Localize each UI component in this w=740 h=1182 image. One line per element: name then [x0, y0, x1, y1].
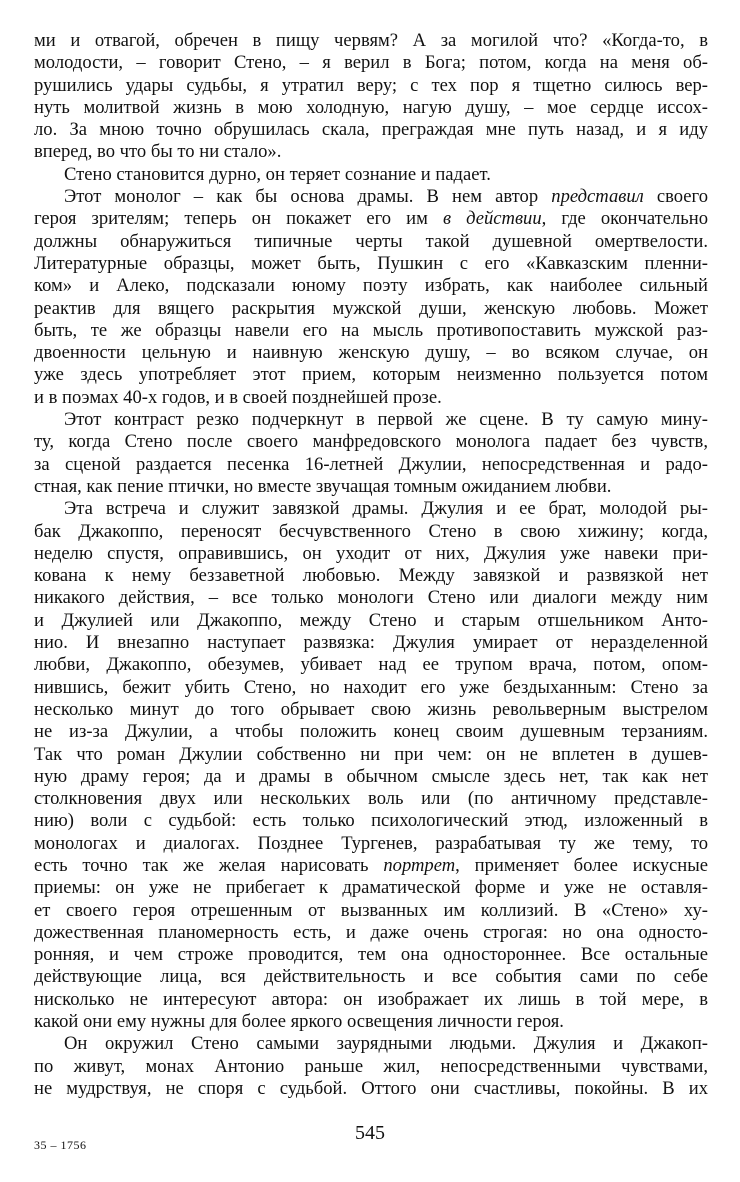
text-line: вперед, во что бы то ни стало». — [34, 141, 282, 163]
text-line: ет своего героя отрешенным от вызванных им коллизий. В «Стено» ху- — [34, 899, 708, 921]
text-line: несколько минут до того обрывает свою жизнь револьверным выстрелом — [34, 698, 708, 720]
text-line: дожественная планомерность есть, и даже очень строгая: но она односто- — [34, 921, 708, 943]
text-line: приемы: он уже не прибегает к драматической форме и уже не оставля- — [34, 877, 708, 899]
text-line: не мудрствуя, не споря с судьбой. Оттого они счастливы, покойны. В их — [34, 1077, 708, 1099]
text-line: Этот монолог – как бы основа драмы. В нем автор представил своего — [64, 186, 708, 208]
text-line: Стено становится дурно, он теряет сознание и падает. — [64, 163, 491, 185]
text-line: неделю спустя, оправившись, он уходит от них, Джулия уже навеки при- — [34, 542, 708, 564]
text-line: любви, Джакоппо, обезумев, убивает над ее трупом врача, потом, опом- — [34, 654, 708, 676]
text-line: двоенности цельную и наивную женскую душу, – во всяком случае, он — [34, 342, 708, 364]
text-line: ную драму героя; да и драмы в обычном смысле здесь нет, так как нет — [34, 765, 708, 787]
text-line: за сценой раздается песенка 16-летней Джулии, непосредственная и радо- — [34, 453, 708, 475]
text-line: монологах и диалогах. Позднее Тургенев, разрабатывая ту же тему, то — [34, 832, 708, 854]
text-line: и Джулией или Джакоппо, между Стено и старым отшельником Анто- — [34, 609, 708, 631]
text-line: героя зрителям; теперь он покажет его им в действии, где окончательно — [34, 208, 709, 230]
text-line: есть точно так же желая нарисовать портрет, применяет более искусные — [34, 854, 708, 876]
paragraph — [34, 164, 708, 186]
text-line: и в поэмах 40-х годов, и в своей позднейшей прозе. — [34, 386, 442, 408]
text-line: реактив для вящего раскрытия мужской души, женскую любовь. Может — [34, 297, 708, 319]
printer-signature: 35 – 1756 — [34, 1138, 87, 1152]
text-line: никакого действия, – все только монологи Стено или диалоги между ним — [34, 587, 708, 609]
paragraph — [34, 498, 708, 1033]
text-line: ми и отвагой, обречен в пищу червям? А за могилой что? «Когда-то, в — [34, 30, 708, 51]
text-line: Этот контраст резко подчеркнут в первой же сцене. В ту самую мину- — [64, 409, 708, 431]
text-line: ком» и Алеко, подсказали юному поэту избрать, как наиболее сильный — [34, 275, 708, 297]
text-line: стная, как пение птички, но вместе звучащая томным ожиданием любви. — [34, 475, 612, 497]
text-line: нуть молитвой жизнь в мою холодную, нагую душу, – мое сердце иссох- — [34, 96, 708, 118]
text-line: быть, те же образцы навели его на мысль противопоставить мужской раз- — [34, 319, 708, 341]
page-text — [34, 30, 708, 1100]
paragraph — [34, 1033, 708, 1100]
text-line: ло. За мною точно обрушилась скала, преграждая мне путь назад, и я иду — [34, 119, 708, 141]
text-line: уже здесь употребляет этот прием, которым неизменно пользуется потом — [34, 364, 708, 386]
text-line: нию) воли с судьбой: есть только психологический этюд, изложенный в — [34, 810, 708, 832]
text-line: бак Джакоппо, переносят бесчувственного Стено в свою хижину; когда, — [34, 520, 708, 542]
text-line: Литературные образцы, может быть, Пушкин с его «Кавказским пленни- — [34, 252, 708, 274]
text-line: какой они ему нужны для более яркого освещения личности героя. — [34, 1011, 564, 1033]
text-line: должны обнаружиться типичные черты такой душевной омертвелости. — [34, 230, 708, 252]
text-line: Он окружил Стено самыми заурядными людьми. Джулия и Джакоп- — [64, 1033, 708, 1055]
text-line: кована к нему беззаветной любовью. Между завязкой и развязкой нет — [34, 565, 708, 587]
page-footer — [0, 1118, 740, 1158]
page-number: 545 — [355, 1122, 385, 1144]
text-line: рушились удары судьбы, я утратил веру; с тех пор я тщетно силюсь вер- — [34, 74, 708, 96]
text-line: столкновения двух или нескольких воль или (по античному представле- — [34, 788, 708, 810]
paragraph — [34, 409, 708, 498]
text-line: ронняя, и чем строже проводится, тем она одностороннее. Все остальные — [34, 944, 708, 966]
text-line: молодости, – говорит Стено, – я верил в Бога; потом, когда на меня об- — [34, 52, 708, 74]
text-line: нио. И внезапно наступает развязка: Джулия умирает от неразделенной — [34, 632, 708, 654]
text-line: действующие лица, вся действительность и все события сами по себе — [34, 966, 708, 988]
text-line: не из-за Джулии, а чтобы положить конец своим душевным терзаниям. — [34, 721, 708, 743]
text-line: Эта встреча и служит завязкой драмы. Джулия и ее брат, молодой ры- — [64, 498, 708, 520]
text-line: по живут, монах Антонио раньше жил, непосредственными чувствами, — [34, 1055, 708, 1077]
text-line: Так что роман Джулии собственно ни при чем: он не вплетен в душев- — [34, 743, 708, 765]
text-line: нисколько не интересуют автора: он изображает их лишь в той мере, в — [34, 988, 708, 1010]
paragraph — [34, 186, 708, 409]
text-line: нившись, бежит убить Стено, но находит его уже бездыханным: Стено за — [34, 676, 708, 698]
paragraph — [34, 30, 708, 164]
text-line: ту, когда Стено после своего манфредовского монолога падает без чувств, — [34, 431, 708, 453]
